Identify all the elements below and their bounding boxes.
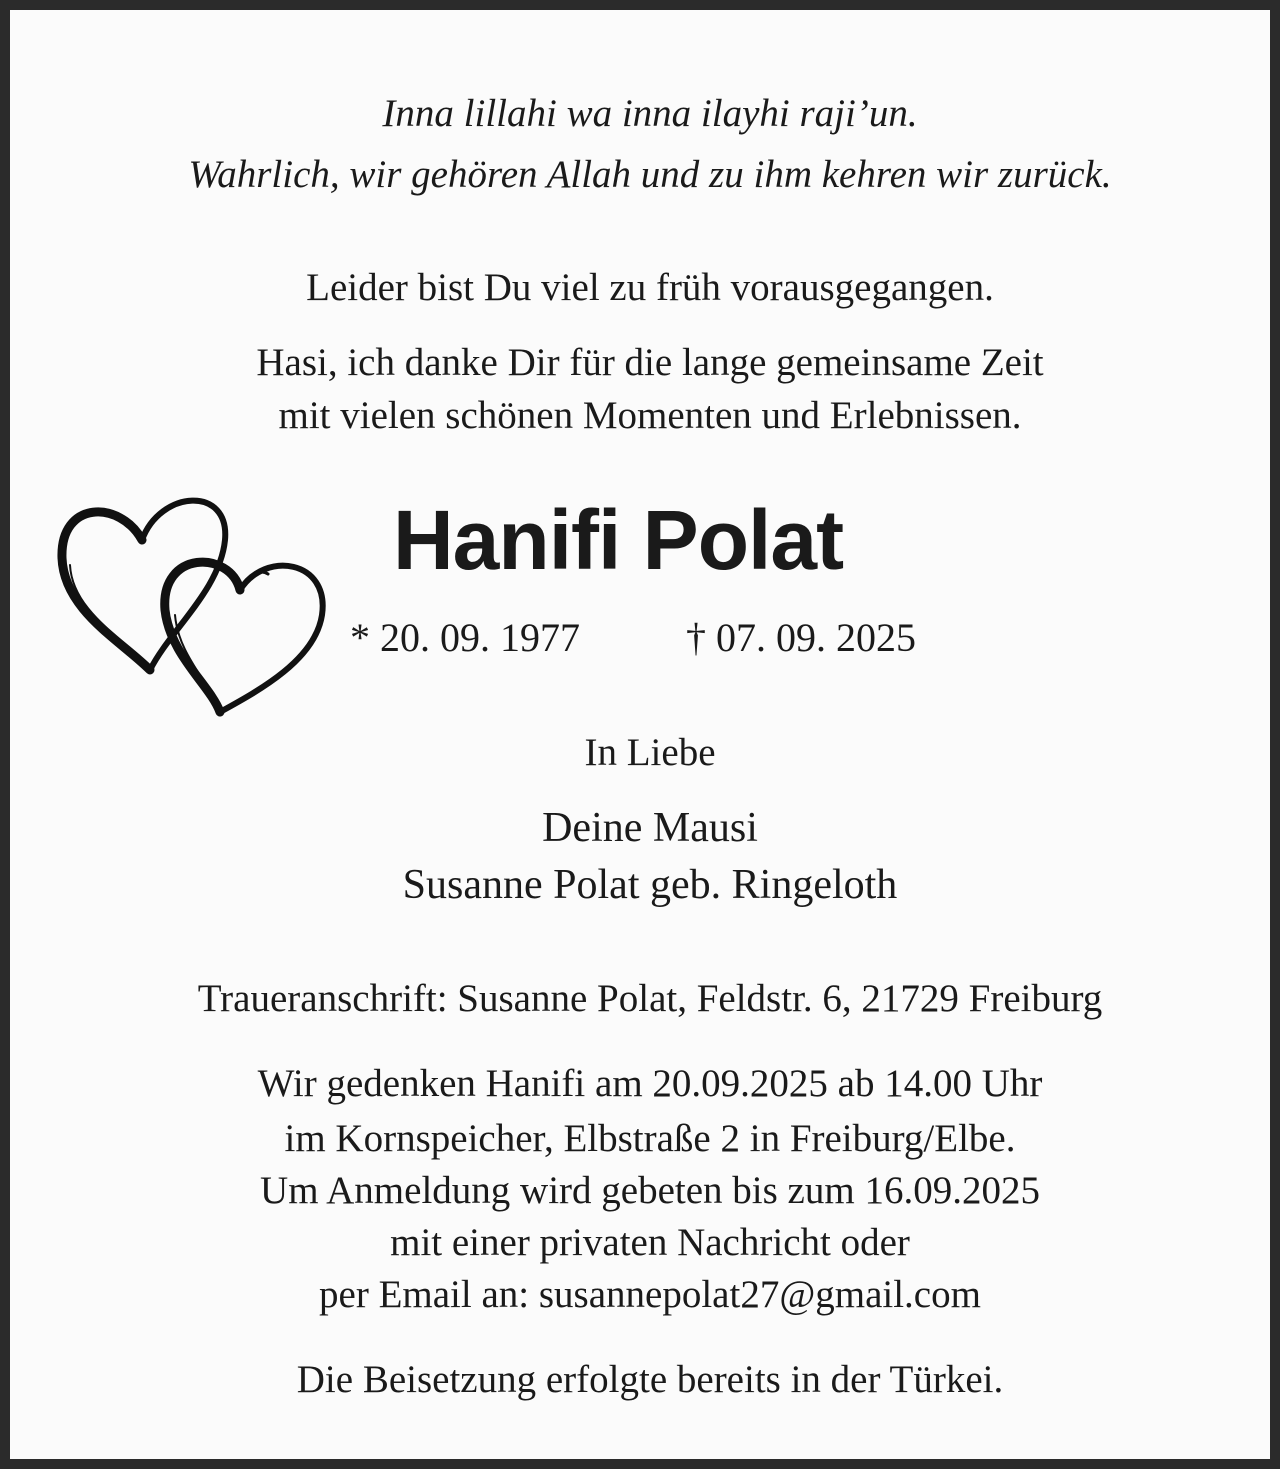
memorial-line-4: mit einer privaten Nachricht oder — [390, 1221, 910, 1264]
burial-note: Die Beisetzung erfolgte bereits in der Türkei. — [296, 1358, 1004, 1401]
death-date: † 07. 09. 2025 — [686, 615, 916, 660]
verse-line-arabic: Inna lillahi wa inna ilayhi raji’un. — [382, 92, 918, 135]
deceased-name: Hanifi Polat — [393, 493, 844, 587]
memorial-line-2: im Kornspeicher, Elbstraße 2 in Freiburg/Elbe. — [284, 1117, 1016, 1160]
signer-full-name: Susanne Polat geb. Ringeloth — [402, 862, 898, 908]
memorial-line-1: Wir gedenken Hanifi am 20.09.2025 ab 14.00 Uhr — [257, 1062, 1043, 1105]
message-line-2: Hasi, ich danke Dir für die lange gemeinsame Zeit — [256, 341, 1044, 384]
mourning-address: Traueranschrift: Susanne Polat, Feldstr. 6, 21729 Freiburg — [197, 977, 1103, 1020]
memorial-line-3: Um Anmeldung wird gebeten bis zum 16.09.2025 — [260, 1169, 1040, 1212]
verse-line-german: Wahrlich, wir gehören Allah und zu ihm kehren wir zurück. — [188, 153, 1112, 196]
two-hearts-icon — [50, 480, 340, 725]
signer-nickname: Deine Mausi — [542, 805, 758, 851]
memorial-email-line: per Email an: susannepolat27@gmail.com — [319, 1273, 981, 1316]
message-line-1: Leider bist Du viel zu früh vorausgegangen. — [306, 266, 994, 309]
in-love-line: In Liebe — [584, 731, 716, 774]
message-line-3: mit vielen schönen Momenten und Erlebnissen. — [278, 394, 1022, 437]
birth-date: * 20. 09. 1977 — [350, 615, 580, 660]
